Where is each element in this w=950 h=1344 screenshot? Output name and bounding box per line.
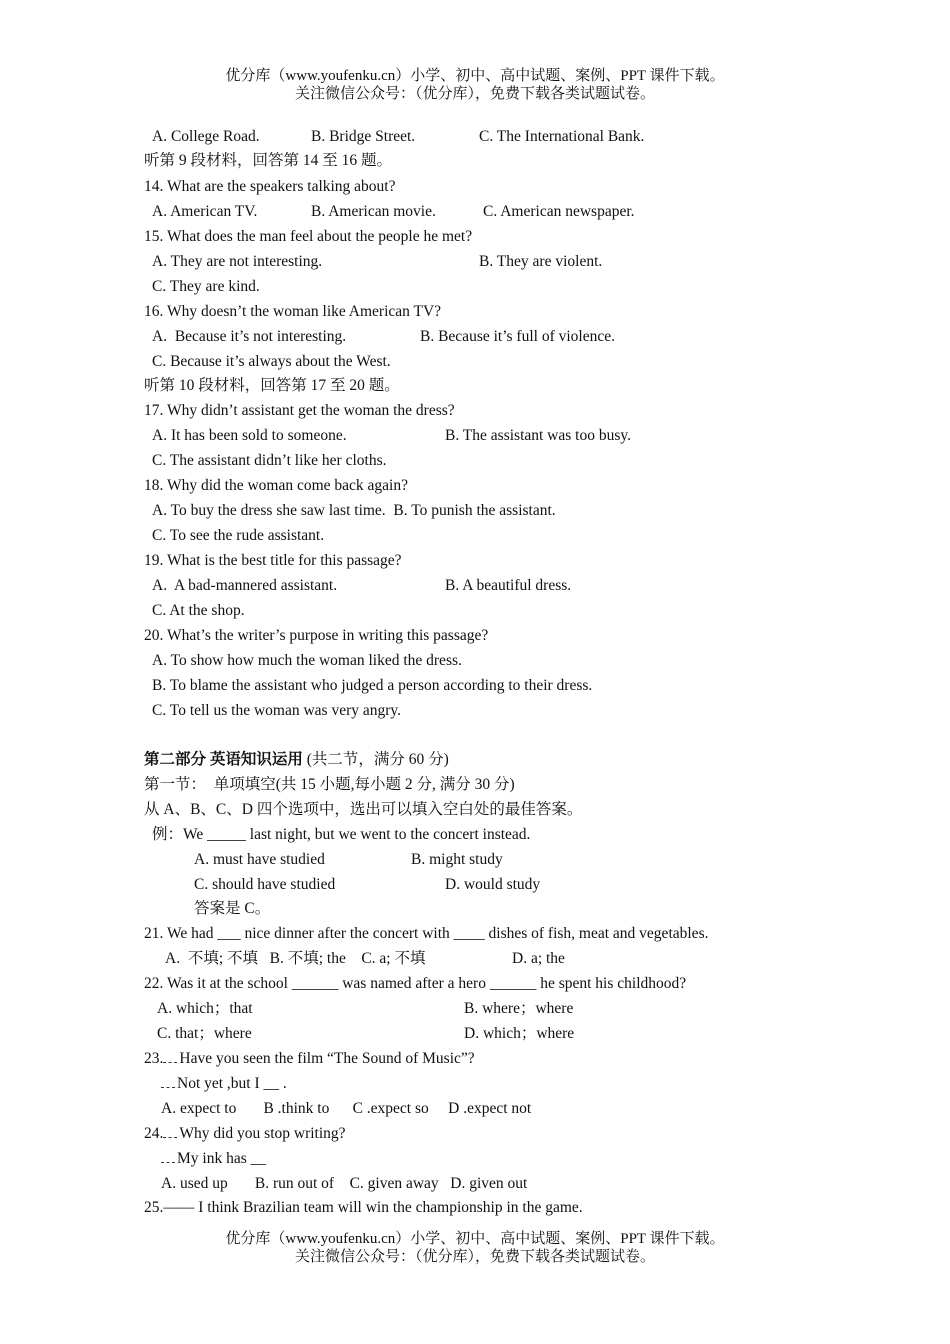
- q17-option-b: B. The assistant was too busy.: [445, 427, 631, 444]
- q23-options: A. expect to B .think to C .expect so D .expect not: [161, 1100, 532, 1117]
- q24-stem: Why did you stop writing?: [179, 1125, 346, 1142]
- q19-stem: 19. What is the best title for this passage?: [144, 552, 402, 569]
- q19-option-b: B. A beautiful dress.: [445, 577, 572, 594]
- q17-option-a: A. It has been sold to someone.: [152, 427, 347, 444]
- q18-option-ab: A. To buy the dress she saw last time. B. To punish the assistant.: [152, 502, 556, 519]
- dialogue-dash: [161, 1077, 175, 1088]
- q22-option-c: C. that；where: [157, 1025, 252, 1042]
- q20-option-c: C. To tell us the woman was very angry.: [152, 702, 402, 719]
- q22-option-b: B. where；where: [464, 1000, 574, 1017]
- q21-options-abc: A. 不填; 不填 B. 不填; the C. a; 不填: [165, 950, 426, 967]
- q23-reply-line: [161, 1074, 287, 1094]
- header-line-1: 优分库（www.youfenku.cn）小学、初中、高中试题、案例、PPT 课件下载。: [225, 68, 725, 84]
- q13-option-a: A. College Road.: [152, 128, 260, 145]
- q15-option-a: A. They are not interesting.: [152, 253, 323, 270]
- dialogue-dash: [163, 1052, 177, 1063]
- q20-option-a: A. To show how much the woman liked the dress.: [152, 652, 462, 669]
- q18-stem: 18. Why did the woman come back again?: [144, 477, 408, 494]
- example-option-b: B. might study: [411, 851, 503, 868]
- q14-option-c: C. American newspaper.: [483, 203, 635, 220]
- q24-options: A. used up B. run out of C. given away D. given out: [161, 1175, 528, 1192]
- part2-note: (共二节，满分 60 分): [302, 751, 449, 768]
- q19-option-a: A. A bad-mannered assistant.: [152, 577, 338, 594]
- q13-option-c: C. The International Bank.: [479, 128, 645, 145]
- example-answer: 答案是 C。: [194, 900, 271, 917]
- q22-option-d: D. which；where: [464, 1025, 575, 1042]
- q14-option-a: A. American TV.: [152, 203, 258, 220]
- q18-option-c: C. To see the rude assistant.: [152, 527, 325, 544]
- q24-reply: My ink has __: [177, 1150, 267, 1167]
- q14-option-b: B. American movie.: [311, 203, 436, 220]
- q15-option-c: C. They are kind.: [152, 278, 260, 295]
- q14-stem: 14. What are the speakers talking about?: [144, 178, 396, 195]
- q16-stem: 16. Why doesn’t the woman like American TV?: [144, 303, 442, 320]
- q16-option-c: C. Because it’s always about the West.: [152, 353, 391, 370]
- q23-number: 23.: [144, 1050, 164, 1067]
- q25-stem: 25.—— I think Brazilian team will win the championship in the game.: [144, 1199, 583, 1216]
- q21-stem: 21. We had ___ nice dinner after the concert with ____ dishes of fish, meat and vegetables.: [144, 925, 709, 942]
- q13-option-b: B. Bridge Street.: [311, 128, 416, 145]
- example-option-d: D. would study: [445, 876, 541, 893]
- q23-stem: Have you seen the film “The Sound of Music”?: [179, 1050, 475, 1067]
- part2-heading: [144, 750, 449, 770]
- q15-stem: 15. What does the man feel about the people he met?: [144, 228, 473, 245]
- q16-option-b: B. Because it’s full of violence.: [420, 328, 615, 345]
- example-option-a: A. must have studied: [194, 851, 325, 868]
- q21-option-d: D. a; the: [512, 950, 565, 967]
- dialogue-dash: [161, 1152, 175, 1163]
- example-option-c: C. should have studied: [194, 876, 336, 893]
- q24-number: 24.: [144, 1125, 164, 1142]
- q20-stem: 20. What’s the writer’s purpose in writing this passage?: [144, 627, 489, 644]
- q24-stem-line: [144, 1124, 346, 1144]
- q16-option-a: A. Because it’s not interesting.: [152, 328, 347, 345]
- section-intro-10: 听第 10 段材料，回答第 17 至 20 题。: [144, 377, 400, 394]
- q23-reply: Not yet ,but I __ .: [177, 1075, 287, 1092]
- header-line-2: 关注微信公众号：（优分库），免费下载各类试题试卷。: [294, 86, 655, 102]
- section-intro-9: 听第 9 段材料，回答第 14 至 16 题。: [144, 152, 393, 169]
- instructions: 从 A、B、C、D 四个选项中，选出可以填入空白处的最佳答案。: [144, 801, 583, 818]
- q24-reply-line: [161, 1149, 266, 1169]
- q22-option-a: A. which；that: [157, 1000, 253, 1017]
- footer-line-1: 优分库（www.youfenku.cn）小学、初中、高中试题、案例、PPT 课件下载。: [225, 1231, 725, 1247]
- q22-stem: 22. Was it at the school ______ was named after a hero ______ he spent his childhood?: [144, 975, 687, 992]
- dialogue-dash: [163, 1127, 177, 1138]
- example-stem: 例：We _____ last night, but we went to the concert instead.: [152, 826, 531, 843]
- q17-stem: 17. Why didn’t assistant get the woman the dress?: [144, 402, 455, 419]
- q15-option-b: B. They are violent.: [479, 253, 603, 270]
- q17-option-c: C. The assistant didn’t like her cloths.: [152, 452, 387, 469]
- part2-title: 第二部分 英语知识运用: [144, 751, 303, 768]
- footer-line-2: 关注微信公众号：（优分库），免费下载各类试题试卷。: [294, 1249, 655, 1265]
- section1-heading: 第一节： 单项填空(共 15 小题,每小题 2 分, 满分 30 分): [144, 776, 515, 793]
- q23-stem-line: [144, 1049, 475, 1069]
- q20-option-b: B. To blame the assistant who judged a person according to their dress.: [152, 677, 593, 694]
- q19-option-c: C. At the shop.: [152, 602, 245, 619]
